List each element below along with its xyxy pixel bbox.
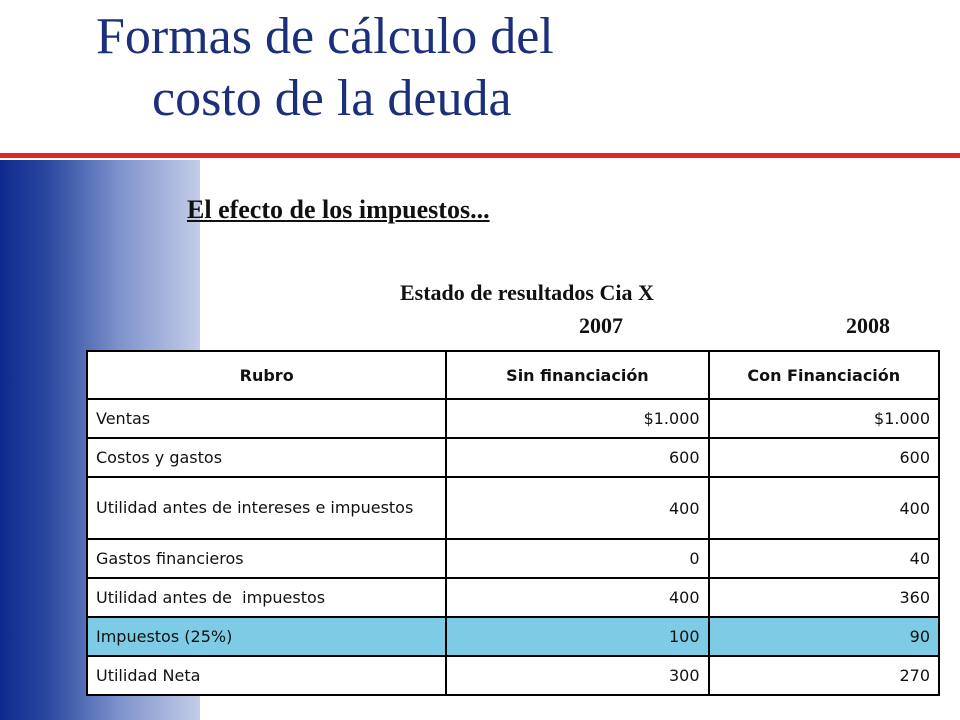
title-line-1: Formas de cálculo del	[96, 8, 554, 65]
title-divider	[0, 153, 960, 158]
table-row-highlighted	[87, 617, 939, 656]
cell-con-financiacion: 360	[709, 578, 939, 617]
cell-con-financiacion: 600	[709, 438, 939, 477]
cell-sin-financiacion: 300	[446, 656, 708, 695]
row-label: Utilidad Neta	[87, 656, 446, 695]
cell-sin-financiacion: 400	[446, 578, 708, 617]
cell-con-financiacion: 270	[709, 656, 939, 695]
row-label: Utilidad antes de impuestos	[87, 578, 446, 617]
table-row	[87, 578, 939, 617]
title-line-2: costo de la deuda	[152, 70, 512, 127]
cell-con-financiacion: 90	[709, 617, 939, 656]
row-label: Impuestos (25%)	[87, 617, 446, 656]
cell-sin-financiacion: 100	[446, 617, 708, 656]
table-row	[87, 477, 939, 539]
table-row	[87, 539, 939, 578]
header-sin-financiacion: Sin financiación	[446, 351, 708, 399]
cell-con-financiacion: $1.000	[709, 399, 939, 438]
table-header-row	[87, 351, 939, 399]
income-statement-table	[86, 350, 940, 696]
row-label: Gastos financieros	[87, 539, 446, 578]
row-label: Costos y gastos	[87, 438, 446, 477]
cell-sin-financiacion: 600	[446, 438, 708, 477]
statement-title: Estado de resultados Cia X	[400, 280, 654, 305]
cell-con-financiacion: 400	[709, 477, 939, 539]
cell-sin-financiacion: 400	[446, 477, 708, 539]
year-label-2007: 2007	[579, 313, 623, 338]
slide-subtitle: El efecto de los impuestos...	[187, 195, 490, 224]
row-label: Utilidad antes de intereses e impuestos	[87, 477, 446, 539]
row-label: Ventas	[87, 399, 446, 438]
cell-sin-financiacion: 0	[446, 539, 708, 578]
table-row	[87, 438, 939, 477]
slide-title	[96, 6, 554, 130]
header-con-financiacion: Con Financiación	[709, 351, 939, 399]
header-rubro: Rubro	[87, 351, 446, 399]
cell-sin-financiacion: $1.000	[446, 399, 708, 438]
table-row	[87, 399, 939, 438]
table-row	[87, 656, 939, 695]
year-label-2008: 2008	[846, 313, 890, 338]
cell-con-financiacion: 40	[709, 539, 939, 578]
